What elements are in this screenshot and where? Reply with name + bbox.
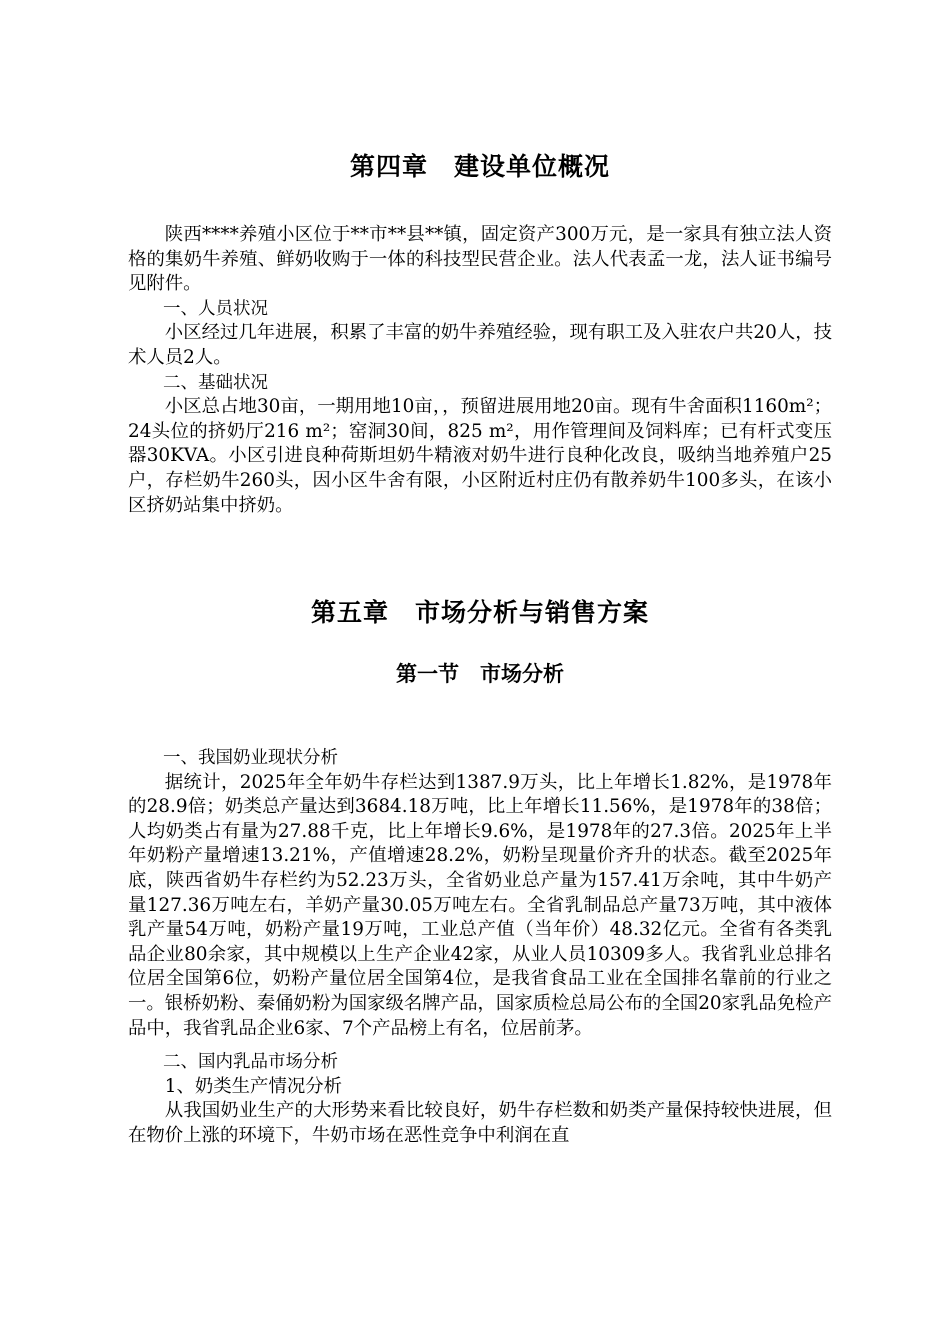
status-paragraph: 据统计，2025年全年奶牛存栏达到1387.9万头，比上年增长1.82%，是1978年的28.9倍；奶类总产量达到3684.18万吨，比上年增长11.56%，是1978年的38倍；人均奶类占有量为27.88千克，比上年增长9.6%，是1978年的27.3倍。2025年上半年奶粉产量增速13.21%，产值增速28.2%，奶粉呈现量价齐升的状态。截至2025年底，陕西省奶牛存栏约为52.23万头，全省奶业总产量为157.41万余吨，其中牛奶产量127.36万吨左右，羊奶产量30.05万吨左右。全省乳制品总产量73万吨，其中液体乳产量54万吨，奶粉产量19万吨，工业总产值（当年价）48.32亿元。全省有各类乳品企业80余家，其中规模以上生产企业42家，从业人员10309多人。我省乳业总排名位居全国第6位，奶粉产量位居全国第4位，是我省食品工业在全国排名靠前的行业之一。银桥奶粉、秦俑奶粉为国家级名牌产品，国家质检总局公布的全国20家乳品免检产品中，我省乳品企业6家、7个产品榜上有名，位居前茅。 bbox=[128, 771, 832, 1039]
section-1-title: 第一节 市场分析 bbox=[396, 662, 564, 686]
personnel-heading: 一、人员状况 bbox=[163, 298, 268, 319]
market-heading: 二、国内乳品市场分析 bbox=[163, 1052, 338, 1073]
chapter-5-body bbox=[128, 746, 832, 1149]
sub1-heading: 1、奶类生产情况分析 bbox=[164, 1075, 343, 1097]
intro-paragraph: 陕西****养殖小区位于**市**县**镇，固定资产300万元，是一家具有独立法人资格的集奶牛养殖、鲜奶收购于一体的科技型民营企业。法人代表孟一龙，法人证书编号见附件。 bbox=[128, 224, 832, 295]
basic-paragraph: 小区总占地30亩，一期用地10亩，，预留进展用地20亩。现有牛舍面积1160m²；24头位的挤奶厅216 m²；窑洞30间，825 m²，用作管理间及饲料库；已有杆式变压器30KVA。小区引进良种荷斯坦奶牛精液对奶牛进行良种化改良，吸纳当地养殖户25户，存栏奶牛260头，因小区牛舍有限，小区附近村庄仍有散养奶牛100多头，在该小区挤奶站集中挤奶。 bbox=[128, 396, 832, 516]
personnel-paragraph: 小区经过几年进展，积累了丰富的奶牛养殖经验，现有职工及入驻农户共20人，技术人员2人。 bbox=[128, 322, 832, 368]
chapter-4-body bbox=[128, 223, 832, 518]
chapter-5-title: 第五章 市场分析与销售方案 bbox=[310, 598, 649, 627]
basic-heading: 二、基础状况 bbox=[163, 372, 268, 393]
sub1-paragraph: 从我国奶业生产的大形势来看比较良好，奶牛存栏数和奶类产量保持较快进展，但在物价上涨的环境下，牛奶市场在恶性竞争中利润在直 bbox=[128, 1100, 832, 1146]
chapter-4-title: 第四章 建设单位概况 bbox=[349, 152, 610, 181]
status-heading: 一、我国奶业现状分析 bbox=[163, 748, 338, 768]
